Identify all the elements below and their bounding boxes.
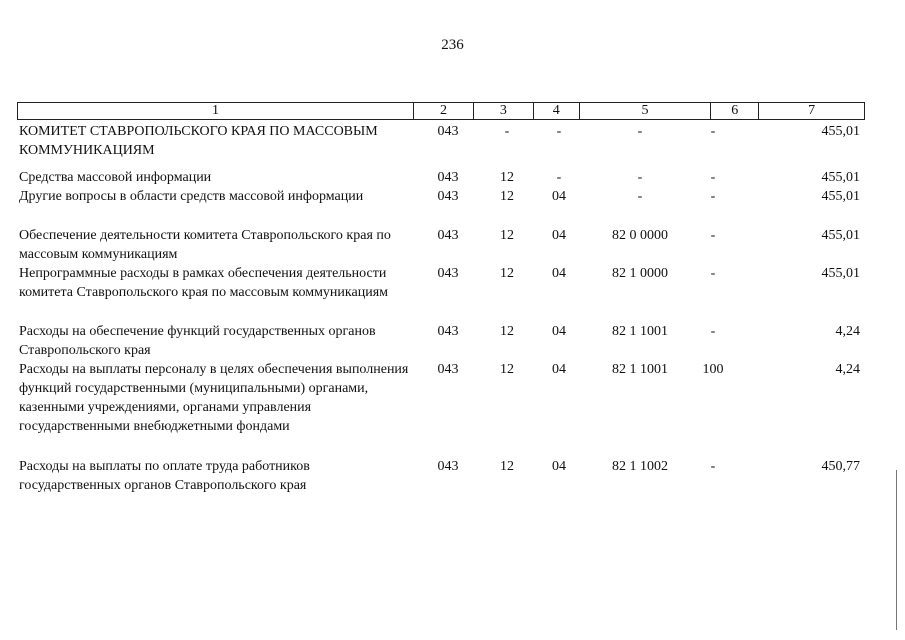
row-section: 12	[500, 170, 514, 185]
page-number: 236	[441, 37, 464, 53]
header-col-6: 6	[710, 103, 758, 119]
row-sum: 4,24	[835, 362, 860, 377]
row-description: КОМИТЕТ СТАВРОПОЛЬСКОГО КРАЯ ПО МАССОВЫМ КОММУНИКАЦИЯМ	[19, 124, 378, 158]
row-target: 82 1 1001	[612, 324, 668, 339]
row-section: 12	[500, 228, 514, 243]
table-header	[17, 102, 865, 120]
row-section: 12	[500, 189, 514, 204]
row-description: Обеспечение деятельности комитета Ставропольского края по массовым коммуникациям	[19, 228, 391, 262]
row-code: 043	[437, 228, 459, 243]
row-code: 043	[437, 362, 459, 377]
row-sum: 455,01	[821, 189, 860, 204]
row-expense-type: -	[710, 459, 716, 474]
header-col-4: 4	[533, 103, 579, 119]
row-subsection: 04	[552, 362, 566, 377]
row-description: Расходы на выплаты персоналу в целях обеспечения выполнения функций государственными (муниципальными) органами, казенными учреждениями, органами управления государственными внебюджетными фондами	[19, 362, 409, 434]
row-expense-type: -	[710, 266, 716, 281]
row-subsection: 04	[552, 266, 566, 281]
header-col-2: 2	[413, 103, 473, 119]
row-target: -	[637, 124, 643, 139]
row-subsection: 04	[552, 228, 566, 243]
row-code: 043	[437, 324, 459, 339]
row-target: 82 1 1002	[612, 459, 668, 474]
row-target: 82 1 0000	[612, 266, 668, 281]
row-description: Расходы на выплаты по оплате труда работников государственных органов Ставропольского края	[19, 459, 310, 493]
row-target: 82 0 0000	[612, 228, 668, 243]
row-target: -	[637, 170, 643, 185]
row-section: -	[504, 124, 510, 139]
header-col-1: 1	[212, 103, 220, 118]
row-code: 043	[437, 170, 459, 185]
row-description: Другие вопросы в области средств массовой информации	[19, 189, 364, 204]
header-col-5: 5	[579, 103, 711, 119]
scan-edge-line	[896, 470, 897, 630]
row-code: 043	[437, 459, 459, 474]
row-sum: 455,01	[821, 170, 860, 185]
row-code: 043	[437, 124, 459, 139]
row-section: 12	[500, 459, 514, 474]
row-expense-type: -	[710, 124, 716, 139]
row-section: 12	[500, 324, 514, 339]
row-code: 043	[437, 189, 459, 204]
row-subsection: -	[556, 170, 562, 185]
row-expense-type: 100	[702, 362, 724, 377]
header-col-3: 3	[473, 103, 533, 119]
row-subsection: 04	[552, 324, 566, 339]
row-sum: 455,01	[821, 228, 860, 243]
row-sum: 4,24	[835, 324, 860, 339]
row-expense-type: -	[710, 324, 716, 339]
row-subsection: -	[556, 124, 562, 139]
row-target: 82 1 1001	[612, 362, 668, 377]
row-subsection: 04	[552, 189, 566, 204]
row-description: Непрограммные расходы в рамках обеспечения деятельности комитета Ставропольского края по массовым коммуникациям	[19, 266, 388, 300]
row-description: Средства массовой информации	[19, 170, 212, 185]
row-expense-type: -	[710, 189, 716, 204]
row-section: 12	[500, 362, 514, 377]
header-col-7: 7	[758, 103, 864, 119]
row-description: Расходы на обеспечение функций государственных органов Ставропольского края	[19, 324, 376, 358]
row-section: 12	[500, 266, 514, 281]
row-subsection: 04	[552, 459, 566, 474]
row-expense-type: -	[710, 228, 716, 243]
row-target: -	[637, 189, 643, 204]
row-code: 043	[437, 266, 459, 281]
row-sum: 455,01	[821, 124, 860, 139]
row-sum: 450,77	[821, 459, 860, 474]
row-sum: 455,01	[821, 266, 860, 281]
row-expense-type: -	[710, 170, 716, 185]
